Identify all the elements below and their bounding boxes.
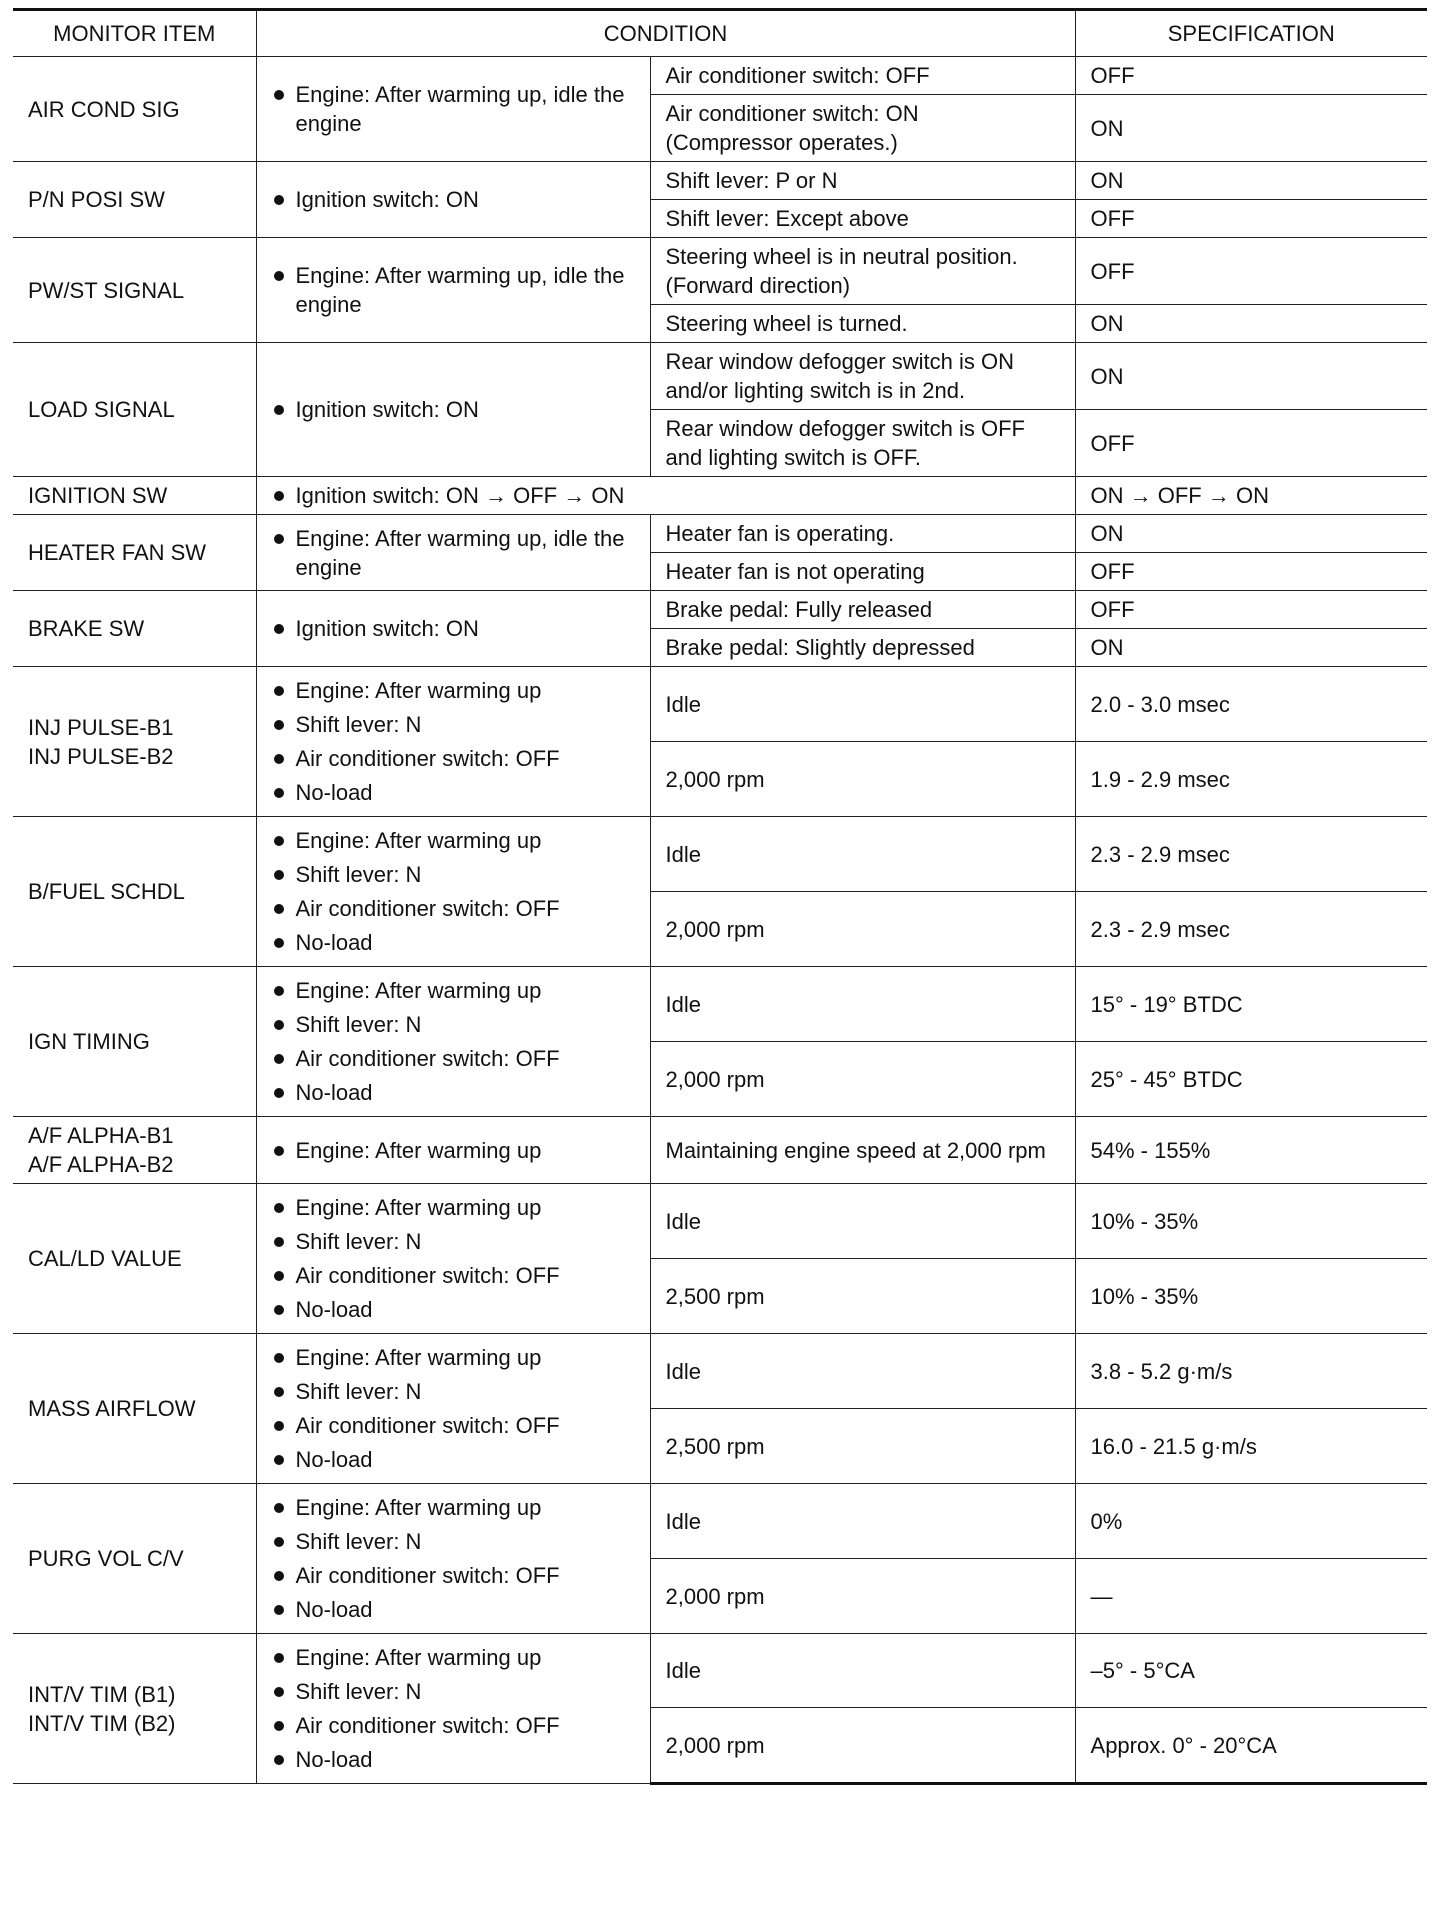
sub-condition-cell: Maintaining engine speed at 2,000 rpm xyxy=(650,1117,1075,1184)
sub-condition-cell: Shift lever: P or N xyxy=(650,162,1075,200)
condition-cell xyxy=(256,57,650,162)
condition-cell xyxy=(256,967,650,1117)
condition-bullet: No-load xyxy=(272,1078,640,1107)
sub-condition-cell: Idle xyxy=(650,817,1075,892)
specification-cell: ON xyxy=(1075,343,1427,410)
condition-cell xyxy=(256,162,650,238)
monitor-item-cell: A/F ALPHA-B1 A/F ALPHA-B2 xyxy=(13,1117,256,1184)
monitor-item-cell: INT/V TIM (B1) INT/V TIM (B2) xyxy=(13,1634,256,1784)
specification-cell: 2.3 - 2.9 msec xyxy=(1075,892,1427,967)
condition-bullet: Shift lever: N xyxy=(272,1377,640,1406)
specification-cell: ON xyxy=(1075,515,1427,553)
sub-condition-cell: 2,000 rpm xyxy=(650,1559,1075,1634)
condition-bullet: Shift lever: N xyxy=(272,1010,640,1039)
header-monitor-item: MONITOR ITEM xyxy=(13,10,256,57)
condition-bullet: No-load xyxy=(272,928,640,957)
condition-list xyxy=(272,1343,640,1474)
table-row xyxy=(13,591,1427,629)
table-header xyxy=(13,10,1427,57)
condition-bullet: Engine: After warming up xyxy=(272,1343,640,1372)
condition-bullet: Air conditioner switch: OFF xyxy=(272,1411,640,1440)
table-row xyxy=(13,967,1427,1042)
condition-bullet: Engine: After warming up, idle the engine xyxy=(272,80,640,138)
condition-bullet: Shift lever: N xyxy=(272,860,640,889)
monitor-item-cell: IGN TIMING xyxy=(13,967,256,1117)
condition-bullet: Air conditioner switch: OFF xyxy=(272,894,640,923)
monitor-spec-table xyxy=(13,8,1427,1785)
condition-bullet: No-load xyxy=(272,1445,640,1474)
sub-condition-cell: 2,500 rpm xyxy=(650,1409,1075,1484)
specification-cell: OFF xyxy=(1075,238,1427,305)
table-row xyxy=(13,1117,1427,1184)
condition-bullet: Ignition switch: ON xyxy=(272,614,640,643)
table-row xyxy=(13,667,1427,742)
specification-cell: ON xyxy=(1075,95,1427,162)
condition-bullet: Air conditioner switch: OFF xyxy=(272,1261,640,1290)
condition-bullet: Engine: After warming up xyxy=(272,976,640,1005)
table-row xyxy=(13,1334,1427,1409)
condition-bullet: Engine: After warming up, idle the engine xyxy=(272,524,640,582)
sub-condition-cell: Brake pedal: Slightly depressed xyxy=(650,629,1075,667)
specification-cell: 0% xyxy=(1075,1484,1427,1559)
sub-condition-cell: 2,000 rpm xyxy=(650,742,1075,817)
sub-condition-cell: Steering wheel is in neutral position. (Forward direction) xyxy=(650,238,1075,305)
condition-bullet: Shift lever: N xyxy=(272,1527,640,1556)
sub-condition-cell: 2,000 rpm xyxy=(650,892,1075,967)
condition-cell xyxy=(256,477,1075,515)
condition-bullet: Engine: After warming up xyxy=(272,1193,640,1222)
table-row xyxy=(13,817,1427,892)
condition-cell xyxy=(256,343,650,477)
monitor-spec-document xyxy=(13,8,1427,1785)
specification-cell: OFF xyxy=(1075,553,1427,591)
specification-cell: 1.9 - 2.9 msec xyxy=(1075,742,1427,817)
condition-list xyxy=(272,614,640,643)
condition-cell xyxy=(256,238,650,343)
condition-list xyxy=(272,80,640,138)
condition-bullet: No-load xyxy=(272,778,640,807)
specification-cell: — xyxy=(1075,1559,1427,1634)
condition-list xyxy=(272,261,640,319)
header-condition: CONDITION xyxy=(256,10,1075,57)
condition-list xyxy=(272,976,640,1107)
condition-list xyxy=(272,1136,640,1165)
table-row xyxy=(13,238,1427,305)
monitor-item-cell: INJ PULSE-B1 INJ PULSE-B2 xyxy=(13,667,256,817)
condition-bullet: No-load xyxy=(272,1595,640,1624)
condition-list xyxy=(272,481,1065,510)
condition-cell xyxy=(256,515,650,591)
table-row xyxy=(13,477,1427,515)
condition-bullet: Engine: After warming up xyxy=(272,676,640,705)
sub-condition-cell: 2,500 rpm xyxy=(650,1259,1075,1334)
table-row xyxy=(13,57,1427,95)
sub-condition-cell: Shift lever: Except above xyxy=(650,200,1075,238)
condition-cell xyxy=(256,1634,650,1784)
condition-list xyxy=(272,185,640,214)
specification-cell: 54% - 155% xyxy=(1075,1117,1427,1184)
condition-bullet: Engine: After warming up xyxy=(272,1493,640,1522)
sub-condition-cell: Idle xyxy=(650,1184,1075,1259)
specification-cell: 25° - 45° BTDC xyxy=(1075,1042,1427,1117)
specification-cell: 15° - 19° BTDC xyxy=(1075,967,1427,1042)
sub-condition-cell: Heater fan is operating. xyxy=(650,515,1075,553)
table-row xyxy=(13,1634,1427,1708)
monitor-item-cell: BRAKE SW xyxy=(13,591,256,667)
condition-cell xyxy=(256,1484,650,1634)
monitor-item-cell: MASS AIRFLOW xyxy=(13,1334,256,1484)
sub-condition-cell: Idle xyxy=(650,1484,1075,1559)
table-row xyxy=(13,515,1427,553)
table-row xyxy=(13,1484,1427,1559)
condition-bullet: Shift lever: N xyxy=(272,710,640,739)
condition-bullet: Engine: After warming up xyxy=(272,826,640,855)
condition-cell xyxy=(256,1334,650,1484)
condition-bullet: No-load xyxy=(272,1745,640,1774)
specification-cell: OFF xyxy=(1075,200,1427,238)
condition-bullet: Engine: After warming up, idle the engine xyxy=(272,261,640,319)
specification-cell: 10% - 35% xyxy=(1075,1184,1427,1259)
specification-cell: 10% - 35% xyxy=(1075,1259,1427,1334)
condition-bullet: Ignition switch: ON → OFF → ON xyxy=(272,481,1065,510)
header-specification: SPECIFICATION xyxy=(1075,10,1427,57)
monitor-item-cell: PURG VOL C/V xyxy=(13,1484,256,1634)
table-row xyxy=(13,162,1427,200)
condition-bullet: Ignition switch: ON xyxy=(272,185,640,214)
condition-bullet: Engine: After warming up xyxy=(272,1643,640,1672)
condition-bullet: Engine: After warming up xyxy=(272,1136,640,1165)
sub-condition-cell: Rear window defogger switch is OFF and lighting switch is OFF. xyxy=(650,410,1075,477)
specification-cell: OFF xyxy=(1075,591,1427,629)
specification-cell: ON xyxy=(1075,162,1427,200)
specification-cell: OFF xyxy=(1075,57,1427,95)
condition-cell xyxy=(256,1184,650,1334)
table-row xyxy=(13,1184,1427,1259)
specification-cell: 3.8 - 5.2 g·m/s xyxy=(1075,1334,1427,1409)
condition-bullet: Air conditioner switch: OFF xyxy=(272,1561,640,1590)
sub-condition-cell: Idle xyxy=(650,1334,1075,1409)
condition-list xyxy=(272,676,640,807)
condition-bullet: Shift lever: N xyxy=(272,1677,640,1706)
monitor-item-cell: AIR COND SIG xyxy=(13,57,256,162)
sub-condition-cell: Heater fan is not operating xyxy=(650,553,1075,591)
condition-bullet: Air conditioner switch: OFF xyxy=(272,1711,640,1740)
sub-condition-cell: Air conditioner switch: ON (Compressor operates.) xyxy=(650,95,1075,162)
monitor-item-cell: HEATER FAN SW xyxy=(13,515,256,591)
monitor-item-cell: CAL/LD VALUE xyxy=(13,1184,256,1334)
condition-cell xyxy=(256,591,650,667)
condition-list xyxy=(272,395,640,424)
condition-list xyxy=(272,1193,640,1324)
condition-bullet: Shift lever: N xyxy=(272,1227,640,1256)
condition-list xyxy=(272,1643,640,1774)
specification-cell: ON xyxy=(1075,305,1427,343)
table-body xyxy=(13,57,1427,1784)
specification-cell: –5° - 5°CA xyxy=(1075,1634,1427,1708)
sub-condition-cell: Steering wheel is turned. xyxy=(650,305,1075,343)
sub-condition-cell: Rear window defogger switch is ON and/or lighting switch is in 2nd. xyxy=(650,343,1075,410)
monitor-item-cell: LOAD SIGNAL xyxy=(13,343,256,477)
condition-bullet: Air conditioner switch: OFF xyxy=(272,744,640,773)
table-row xyxy=(13,343,1427,410)
condition-cell xyxy=(256,817,650,967)
condition-bullet: Ignition switch: ON xyxy=(272,395,640,424)
specification-cell: ON xyxy=(1075,629,1427,667)
monitor-item-cell: PW/ST SIGNAL xyxy=(13,238,256,343)
condition-bullet: No-load xyxy=(272,1295,640,1324)
monitor-item-cell: IGNITION SW xyxy=(13,477,256,515)
specification-cell: Approx. 0° - 20°CA xyxy=(1075,1708,1427,1784)
condition-list xyxy=(272,1493,640,1624)
sub-condition-cell: 2,000 rpm xyxy=(650,1042,1075,1117)
condition-list xyxy=(272,826,640,957)
specification-cell: OFF xyxy=(1075,410,1427,477)
sub-condition-cell: Idle xyxy=(650,967,1075,1042)
specification-cell: 2.3 - 2.9 msec xyxy=(1075,817,1427,892)
specification-cell: ON → OFF → ON xyxy=(1075,477,1427,515)
condition-cell xyxy=(256,667,650,817)
monitor-item-cell: B/FUEL SCHDL xyxy=(13,817,256,967)
sub-condition-cell: Idle xyxy=(650,1634,1075,1708)
sub-condition-cell: Brake pedal: Fully released xyxy=(650,591,1075,629)
header-row xyxy=(13,10,1427,57)
specification-cell: 2.0 - 3.0 msec xyxy=(1075,667,1427,742)
monitor-item-cell: P/N POSI SW xyxy=(13,162,256,238)
condition-list xyxy=(272,524,640,582)
condition-cell xyxy=(256,1117,650,1184)
sub-condition-cell: Air conditioner switch: OFF xyxy=(650,57,1075,95)
sub-condition-cell: 2,000 rpm xyxy=(650,1708,1075,1784)
sub-condition-cell: Idle xyxy=(650,667,1075,742)
condition-bullet: Air conditioner switch: OFF xyxy=(272,1044,640,1073)
specification-cell: 16.0 - 21.5 g·m/s xyxy=(1075,1409,1427,1484)
